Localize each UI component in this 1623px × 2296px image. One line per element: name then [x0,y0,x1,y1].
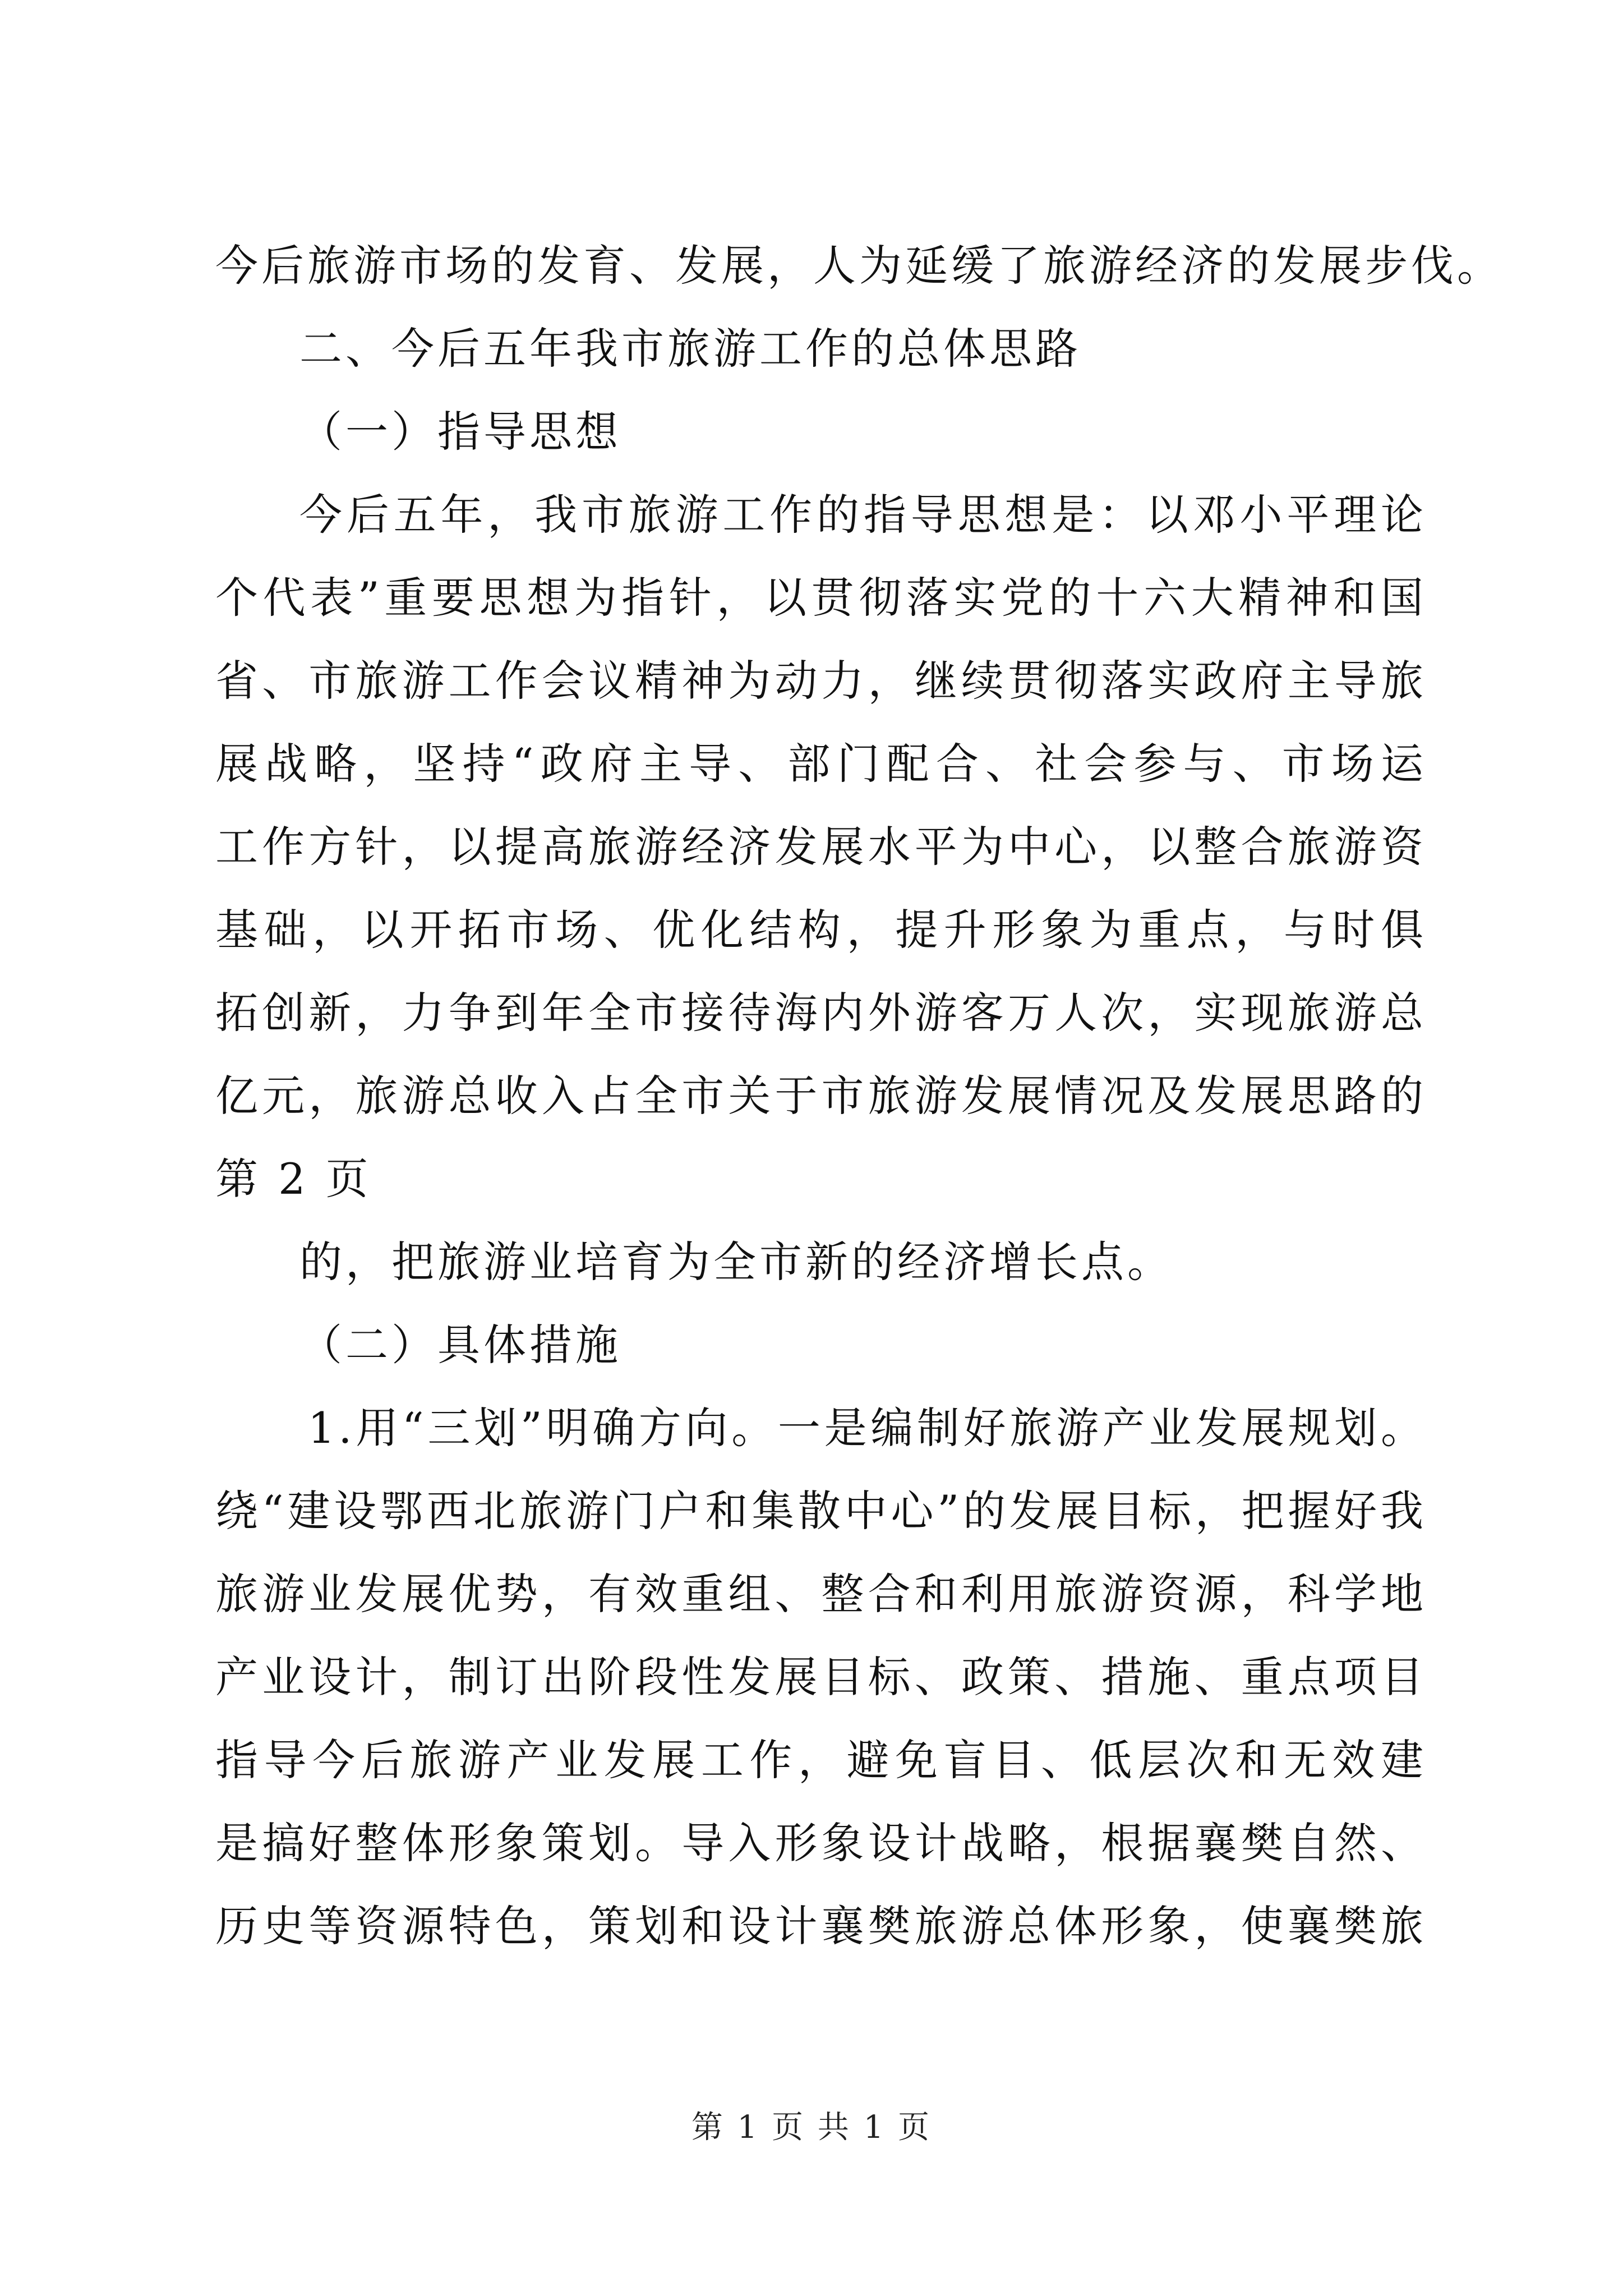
paragraph-line: 基础，以开拓市场、优化结构，提升形象为重点，与时俱 [215,905,1427,955]
paragraph-line: 历史等资源特色，策划和设计襄樊旅游总体形象，使襄樊旅 [215,1901,1427,1951]
paragraph-line: 1.用“三划”明确方向。一是编制好旅游产业发展规划。 [308,1403,1427,1453]
paragraph-line: 今后五年，我市旅游工作的指导思想是：以邓小平理论 [299,490,1427,540]
document-body [215,224,1503,1968]
paragraph-line: 的，把旅游业培育为全市新的经济增长点。 [299,1237,1173,1287]
paragraph-line: 亿元，旅游总收入占全市关于市旅游发展情况及发展思路的 [215,1071,1427,1121]
paragraph-line: 省、市旅游工作会议精神为动力，继续贯彻落实政府主导旅 [215,656,1427,706]
inline-page-marker: 第 2 页 [215,1154,372,1204]
paragraph-line: 旅游业发展优势，有效重组、整合和利用旅游资源，科学地 [215,1569,1427,1619]
paragraph-line: 个代表”重要思想为指针，以贯彻落实党的十六大精神和国 [215,573,1427,623]
paragraph-line: 绕“建设鄂西北旅游门户和集散中心”的发展目标，把握好我 [215,1486,1427,1536]
paragraph-line: 展战略，坚持“政府主导、部门配合、社会参与、市场运 [215,739,1427,789]
paragraph-line: 指导今后旅游产业发展工作，避免盲目、低层次和无效建 [215,1735,1427,1785]
subsection-heading: （二）具体措施 [299,1320,621,1370]
paragraph-line: 拓创新，力争到年全市接待海内外游客万人次，实现旅游总 [215,988,1427,1038]
subsection-heading: （一）指导思想 [299,407,621,457]
paragraph-line: 是搞好整体形象策划。导入形象设计战略，根据襄樊自然、 [215,1818,1427,1868]
page-footer: 第 1 页 共 1 页 [691,2109,932,2146]
section-heading: 二、今后五年我市旅游工作的总体思路 [299,324,1081,374]
paragraph-line: 产业设计，制订出阶段性发展目标、政策、措施、重点项目 [215,1652,1427,1702]
paragraph-line: 今后旅游市场的发育、发展，人为延缓了旅游经济的发展步伐。 [215,241,1503,291]
paragraph-line: 工作方针，以提高旅游经济发展水平为中心，以整合旅游资 [215,822,1427,872]
